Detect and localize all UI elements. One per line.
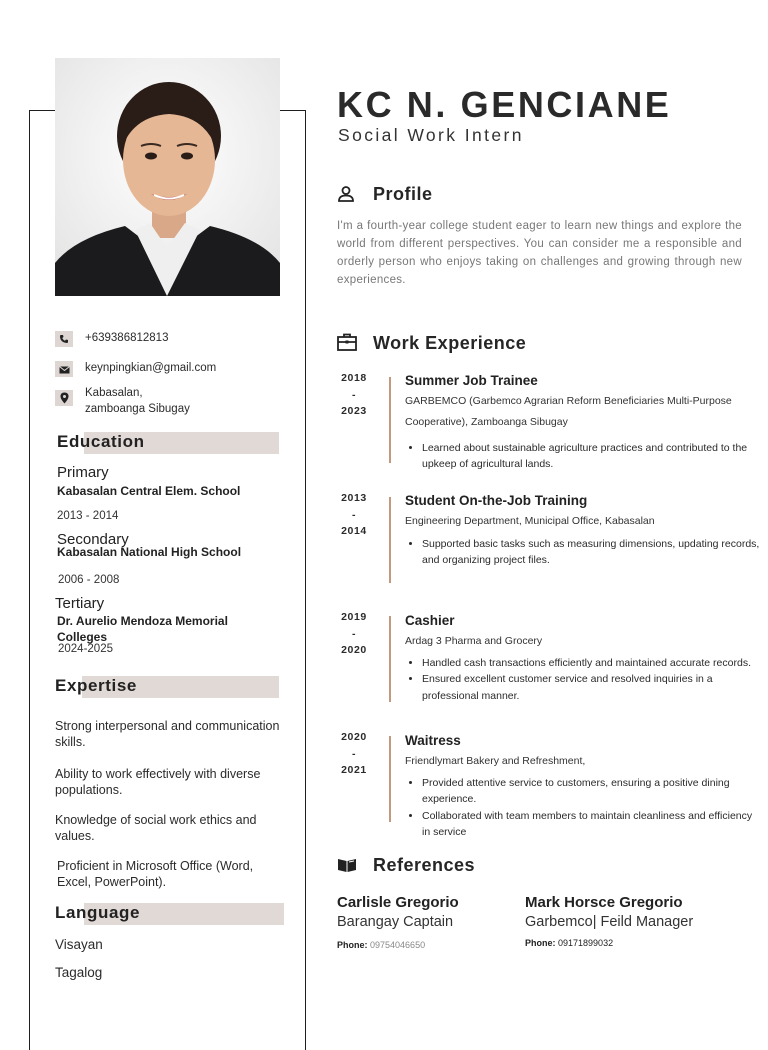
job-bullet: • Handled cash transactions efficiently and maintained accurate records. <box>422 655 762 671</box>
job-bullet: • Provided attentive service to customers, ensuring a positive dining experience. <box>422 775 762 808</box>
job-years <box>336 609 372 659</box>
job-bullet: • Collaborated with team members to maintain cleanliness and efficiency in service <box>422 808 762 841</box>
education-years: 2013 - 2014 <box>57 510 119 522</box>
profile-photo <box>55 58 280 296</box>
timeline-line <box>389 736 391 822</box>
job-bullets <box>405 655 762 704</box>
job-year-start: 2020 <box>341 731 367 743</box>
job-title: Summer Job Trainee <box>405 373 538 388</box>
job-year-dash: - <box>351 508 357 521</box>
location-pin-icon <box>55 390 73 406</box>
job-bullet: • Supported basic tasks such as measuring dimensions, updating records, and organizing project files. <box>422 536 762 569</box>
job-title: Cashier <box>405 613 455 628</box>
job-years <box>336 490 372 540</box>
contact-address-line1: Kabasalan, <box>85 387 143 399</box>
reference-name: Carlisle Gregorio <box>337 894 459 911</box>
education-level: Tertiary <box>55 595 105 612</box>
job-year-start: 2019 <box>341 611 367 623</box>
reference-phone-number[interactable]: 09171899032 <box>558 938 614 948</box>
work-experience-heading: Work Experience <box>373 333 527 353</box>
job-year-start: 2013 <box>341 492 367 504</box>
job-years <box>336 729 372 779</box>
reference-role: Barangay Captain <box>337 914 454 930</box>
job-title: Waitress <box>405 733 461 748</box>
timeline-line <box>389 616 391 702</box>
envelope-icon <box>55 361 73 377</box>
job-bullets <box>405 440 762 473</box>
education-school: Kabasalan Central Elem. School <box>57 484 241 498</box>
candidate-name: KC N. GENCIANE <box>337 84 672 125</box>
job-years <box>336 370 372 420</box>
person-icon <box>337 185 357 205</box>
reference-phone <box>337 940 425 950</box>
education-school: Kabasalan National High School <box>57 545 242 559</box>
job-bullets <box>405 536 762 569</box>
expertise-heading: Expertise <box>55 676 137 695</box>
education-school: Dr. Aurelio Mendoza Memorial Colleges <box>57 614 228 644</box>
expertise-item: Ability to work effectively with diverse populations. <box>55 767 261 797</box>
job-year-end: 2023 <box>341 405 367 417</box>
reference-phone-number[interactable]: 09754046650 <box>370 940 426 950</box>
language-heading: Language <box>55 903 141 922</box>
reference-phone-label: Phone: <box>337 940 368 950</box>
job-year-dash: - <box>351 627 357 640</box>
education-level: Secondary <box>57 531 129 548</box>
references-heading: References <box>373 855 476 875</box>
education-years: 2024-2025 <box>58 643 113 655</box>
job-bullet: • Learned about sustainable agriculture practices and contributed to the upkeep of agricultural lands. <box>422 440 762 473</box>
job-year-end: 2014 <box>341 525 367 537</box>
job-organization: Engineering Department, Municipal Office, Kabasalan <box>405 515 655 527</box>
language-item: Tagalog <box>55 965 103 980</box>
job-organization: Ardag 3 Pharma and Grocery <box>405 635 543 647</box>
job-year-dash: - <box>351 388 357 401</box>
contact-phone[interactable]: +639386812813 <box>85 332 169 344</box>
expertise-item: Strong interpersonal and communication skills. <box>55 719 280 749</box>
job-organization: Friendlymart Bakery and Refreshment, <box>405 755 586 767</box>
contact-address-line2: zamboanga Sibugay <box>85 403 190 415</box>
expertise-item: Proficient in Microsoft Office (Word, Excel, PowerPoint). <box>57 859 254 889</box>
language-item: Visayan <box>55 937 103 952</box>
job-year-dash: - <box>351 747 357 760</box>
education-heading: Education <box>57 432 145 451</box>
briefcase-icon <box>337 333 357 353</box>
phone-icon <box>55 331 73 347</box>
book-icon <box>337 857 357 877</box>
profile-text: I'm a fourth-year college student eager to learn new things and explore the world from different perspectives. You can consider me a responsible and orderly person who enjoys taking on challenges and growing through new experiences. <box>337 220 742 286</box>
job-year-start: 2018 <box>341 372 367 384</box>
education-years: 2006 - 2008 <box>58 574 120 586</box>
reference-phone <box>525 938 613 948</box>
job-organization: GARBEMCO (Garbemco Agrarian Reform Beneficiaries Multi-Purpose Cooperative), Zamboanga Sibugay <box>405 395 732 428</box>
job-bullet: • Ensured excellent customer service and resolved inquiries in a professional manner. <box>422 671 762 704</box>
timeline-line <box>389 497 391 583</box>
reference-phone-label: Phone: <box>525 938 556 948</box>
job-year-end: 2021 <box>341 764 367 776</box>
job-title: Student On-the-Job Training <box>405 493 588 508</box>
contact-email[interactable]: keynpingkian@gmail.com <box>85 362 217 374</box>
reference-role: Garbemco| Feild Manager <box>525 914 694 930</box>
education-level: Primary <box>57 464 109 481</box>
job-bullets <box>405 775 762 840</box>
profile-heading: Profile <box>373 184 433 204</box>
timeline-line <box>389 377 391 463</box>
reference-name: Mark Horsce Gregorio <box>525 894 683 911</box>
job-year-end: 2020 <box>341 644 367 656</box>
expertise-item: Knowledge of social work ethics and values. <box>55 813 257 843</box>
candidate-role: Social Work Intern <box>338 125 524 145</box>
